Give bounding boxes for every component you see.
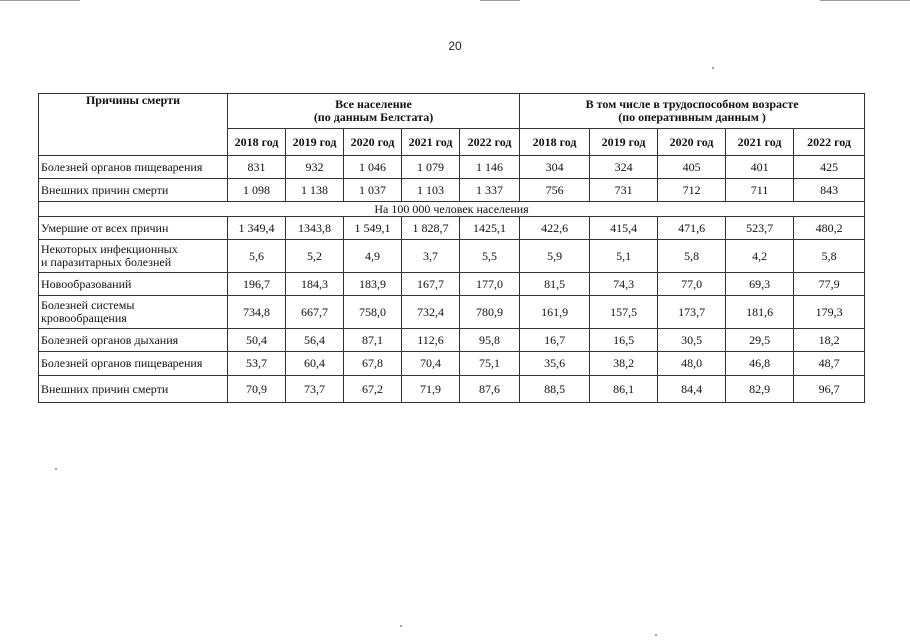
working-age-header — [520, 94, 865, 129]
value-cell: 48,0 — [658, 352, 726, 376]
table-row — [39, 376, 865, 403]
cause-line: и паразитарных болезней — [41, 255, 172, 269]
all-population-header — [228, 94, 520, 129]
table-row — [39, 179, 865, 202]
value-cell: 87,6 — [460, 376, 520, 403]
value-cell: 50,4 — [228, 329, 286, 352]
table-row — [39, 273, 865, 296]
table-row — [39, 156, 865, 179]
value-cell: 1 079 — [402, 156, 460, 179]
value-cell: 5,1 — [590, 240, 658, 273]
value-cell: 5,6 — [228, 240, 286, 273]
value-cell: 405 — [658, 156, 726, 179]
value-cell: 179,3 — [794, 296, 865, 329]
scan-speck — [712, 67, 714, 69]
cause-cell — [39, 240, 228, 273]
year-header: 2021 год — [726, 129, 794, 156]
value-cell: 177,0 — [460, 273, 520, 296]
value-cell: 82,9 — [726, 376, 794, 403]
cause-column-header: Причины смерти — [39, 94, 228, 156]
table-row — [39, 240, 865, 273]
scan-speck — [400, 625, 402, 627]
value-cell: 77,0 — [658, 273, 726, 296]
value-cell: 732,4 — [402, 296, 460, 329]
value-cell: 38,2 — [590, 352, 658, 376]
value-cell: 96,7 — [794, 376, 865, 403]
value-cell: 758,0 — [344, 296, 402, 329]
value-cell: 1 037 — [344, 179, 402, 202]
value-cell: 401 — [726, 156, 794, 179]
value-cell: 74,3 — [590, 273, 658, 296]
working-age-title: В том числе в трудоспособном возрасте — [585, 97, 799, 111]
cause-line: кровообращения — [41, 311, 127, 325]
value-cell: 161,9 — [520, 296, 590, 329]
value-cell: 67,8 — [344, 352, 402, 376]
value-cell: 667,7 — [286, 296, 344, 329]
value-cell: 60,4 — [286, 352, 344, 376]
value-cell: 88,5 — [520, 376, 590, 403]
year-header: 2019 год — [286, 129, 344, 156]
value-cell: 77,9 — [794, 273, 865, 296]
section-row — [39, 202, 865, 217]
value-cell: 30,5 — [658, 329, 726, 352]
value-cell: 16,5 — [590, 329, 658, 352]
value-cell: 422,6 — [520, 217, 590, 240]
value-cell: 196,7 — [228, 273, 286, 296]
cause-cell: Болезней органов дыхания — [39, 329, 228, 352]
value-cell: 167,7 — [402, 273, 460, 296]
cause-cell — [39, 296, 228, 329]
year-header: 2022 год — [460, 129, 520, 156]
year-header: 2020 год — [344, 129, 402, 156]
value-cell: 81,5 — [520, 273, 590, 296]
scan-speck — [655, 634, 657, 636]
value-cell: 480,2 — [794, 217, 865, 240]
table-row — [39, 296, 865, 329]
value-cell: 932 — [286, 156, 344, 179]
page-number: 20 — [448, 39, 462, 53]
value-cell: 1 549,1 — [344, 217, 402, 240]
cause-cell: Болезней органов пищеварения — [39, 156, 228, 179]
value-cell: 18,2 — [794, 329, 865, 352]
value-cell: 425 — [794, 156, 865, 179]
value-cell: 86,1 — [590, 376, 658, 403]
mortality-table — [38, 93, 865, 403]
value-cell: 53,7 — [228, 352, 286, 376]
scan-edge-line-right — [820, 0, 910, 1]
value-cell: 780,9 — [460, 296, 520, 329]
year-header: 2018 год — [520, 129, 590, 156]
value-cell: 5,8 — [658, 240, 726, 273]
value-cell: 1 146 — [460, 156, 520, 179]
value-cell: 4,9 — [344, 240, 402, 273]
all-population-title: Все население — [335, 97, 412, 111]
value-cell: 711 — [726, 179, 794, 202]
scan-edge-line-middle — [480, 0, 520, 1]
value-cell: 5,9 — [520, 240, 590, 273]
value-cell: 173,7 — [658, 296, 726, 329]
value-cell: 183,9 — [344, 273, 402, 296]
year-header: 2018 год — [228, 129, 286, 156]
value-cell: 3,7 — [402, 240, 460, 273]
value-cell: 112,6 — [402, 329, 460, 352]
year-header: 2021 год — [402, 129, 460, 156]
value-cell: 1 046 — [344, 156, 402, 179]
cause-cell: Умершие от всех причин — [39, 217, 228, 240]
value-cell: 415,4 — [590, 217, 658, 240]
cause-line: Болезней системы — [41, 298, 135, 312]
value-cell: 16,7 — [520, 329, 590, 352]
scan-speck — [55, 468, 57, 470]
value-cell: 1 098 — [228, 179, 286, 202]
all-population-source: (по данным Белстата) — [313, 110, 434, 124]
value-cell: 29,5 — [726, 329, 794, 352]
section-label: На 100 000 человек населения — [39, 202, 865, 217]
value-cell: 5,2 — [286, 240, 344, 273]
year-header: 2022 год — [794, 129, 865, 156]
header-row-groups — [39, 94, 865, 129]
cause-line: Некоторых инфекционных — [41, 242, 178, 256]
value-cell: 5,5 — [460, 240, 520, 273]
value-cell: 4,2 — [726, 240, 794, 273]
value-cell: 831 — [228, 156, 286, 179]
working-age-source: (по оперативным данным ) — [618, 110, 766, 124]
value-cell: 46,8 — [726, 352, 794, 376]
scan-edge-line-left — [0, 0, 80, 1]
value-cell: 84,4 — [658, 376, 726, 403]
cause-cell: Внешних причин смерти — [39, 376, 228, 403]
value-cell: 75,1 — [460, 352, 520, 376]
value-cell: 324 — [590, 156, 658, 179]
value-cell: 56,4 — [286, 329, 344, 352]
value-cell: 843 — [794, 179, 865, 202]
value-cell: 1 349,4 — [228, 217, 286, 240]
value-cell: 1 138 — [286, 179, 344, 202]
cause-cell: Новообразований — [39, 273, 228, 296]
value-cell: 5,8 — [794, 240, 865, 273]
value-cell: 67,2 — [344, 376, 402, 403]
table-row — [39, 352, 865, 376]
cause-cell: Болезней органов пищеварения — [39, 352, 228, 376]
year-header: 2020 год — [658, 129, 726, 156]
value-cell: 157,5 — [590, 296, 658, 329]
value-cell: 1 103 — [402, 179, 460, 202]
value-cell: 1 337 — [460, 179, 520, 202]
value-cell: 48,7 — [794, 352, 865, 376]
value-cell: 471,6 — [658, 217, 726, 240]
value-cell: 523,7 — [726, 217, 794, 240]
value-cell: 71,9 — [402, 376, 460, 403]
value-cell: 1 828,7 — [402, 217, 460, 240]
value-cell: 73,7 — [286, 376, 344, 403]
value-cell: 304 — [520, 156, 590, 179]
table-row — [39, 329, 865, 352]
value-cell: 70,4 — [402, 352, 460, 376]
value-cell: 69,3 — [726, 273, 794, 296]
value-cell: 734,8 — [228, 296, 286, 329]
value-cell: 70,9 — [228, 376, 286, 403]
value-cell: 1343,8 — [286, 217, 344, 240]
value-cell: 1425,1 — [460, 217, 520, 240]
value-cell: 95,8 — [460, 329, 520, 352]
value-cell: 731 — [590, 179, 658, 202]
year-header: 2019 год — [590, 129, 658, 156]
value-cell: 181,6 — [726, 296, 794, 329]
cause-cell: Внешних причин смерти — [39, 179, 228, 202]
value-cell: 184,3 — [286, 273, 344, 296]
value-cell: 756 — [520, 179, 590, 202]
table-row — [39, 217, 865, 240]
value-cell: 712 — [658, 179, 726, 202]
value-cell: 35,6 — [520, 352, 590, 376]
value-cell: 87,1 — [344, 329, 402, 352]
